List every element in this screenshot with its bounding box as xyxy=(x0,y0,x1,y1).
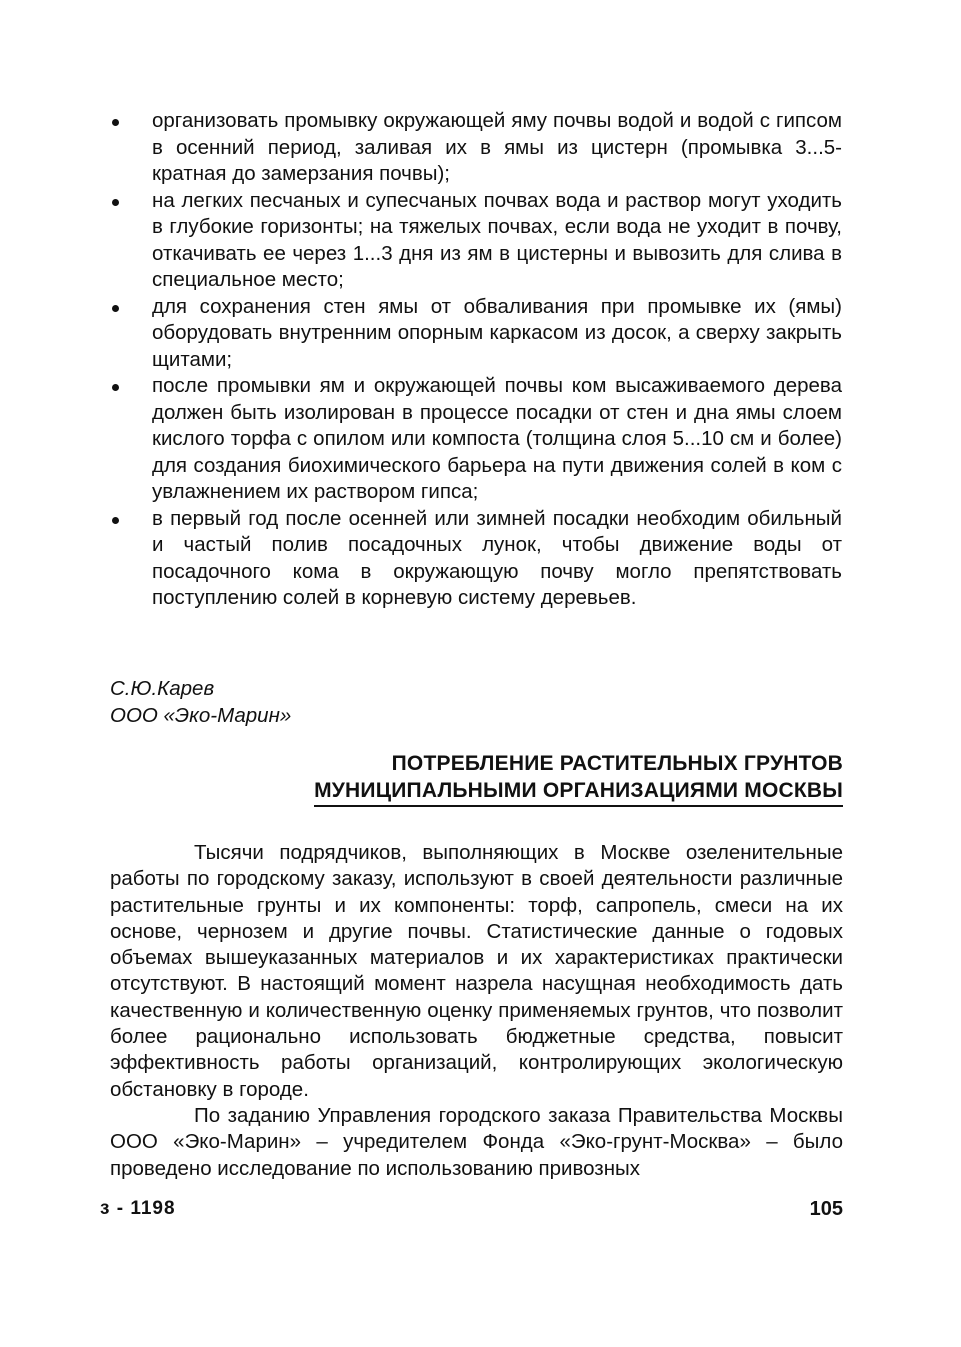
article-body xyxy=(110,840,843,1182)
list-item-text: организовать промывку окружающей яму почвы водой и водой с гипсом в осенний период, заливая их в ямы из цистерн (промывка 3...5-кратная до замерзания почвы); xyxy=(152,109,842,185)
paragraph: Тысячи подрядчиков, выполняющих в Москве озеленительные работы по городскому заказу, используют в своей деятельности различные растительные грунты и их компоненты: торф, сапропель, смеси на их основе, чернозем и другие почвы. Статистические данные о годовых объемах вышеуказанных материалов и их характеристиках практически отсутствуют. В настоящий момент назрела насущная необходимость дать качественную и количественную оценку применяемых грунтов, что позволит более рационально использовать бюджетные средства, повысит эффективность работы организаций, контролирующих экологическую обстановку в городе. xyxy=(110,841,843,1101)
list-item xyxy=(110,294,842,374)
list-item xyxy=(110,373,842,506)
bullet-icon xyxy=(112,199,119,206)
list-item xyxy=(110,108,842,188)
list-item-text: в первый год после осенней или зимней посадки необходим обильный и частый полив посадочных лунок, чтобы движение воды от посадочного кома в окружающую почву могло препятствовать поступлению солей в корневую систему деревьев. xyxy=(152,506,842,609)
bullet-icon xyxy=(112,384,119,391)
article-title xyxy=(314,750,843,807)
article-title-line-2: МУНИЦИПАЛЬНЫМИ ОРГАНИЗАЦИЯМИ МОСКВЫ xyxy=(314,777,843,807)
bullet-icon xyxy=(112,305,119,312)
list-item xyxy=(110,188,842,294)
bullet-icon xyxy=(112,119,119,126)
bullet-icon xyxy=(112,517,119,524)
list-item-text: для сохранения стен ямы от обваливания при промывке их (ямы) оборудовать внутренним опорным каркасом из досок, а сверху закрыть щитами; xyxy=(152,294,842,371)
article-title-line-1: ПОТРЕБЛЕНИЕ РАСТИТЕЛЬНЫХ ГРУНТОВ xyxy=(391,752,843,775)
author-name: С.Ю.Карев xyxy=(110,677,215,700)
print-code: з - 1198 xyxy=(100,1198,176,1219)
list-item-text: на легких песчаных и супесчаных почвах вода и раствор могут уходить в глубокие горизонты; на тяжелых почвах, если вода не уходит в почву, откачивать ее через 1...3 дня из ям в цистерны и вывозить для слива в специальное место; xyxy=(152,188,842,291)
list-item-text: после промывки ям и окружающей почвы ком высаживаемого дерева должен быть изолирован в процессе посадки от стен и дна ямы слоем кислого торфа с опилом или компоста (толщина слоя 5...10 см и более) для создания биохимического барьера на пути движения солей в ком с увлажнением их раствором гипса; xyxy=(152,374,842,503)
author-block xyxy=(110,675,291,729)
author-organization: ООО «Эко-Марин» xyxy=(110,704,292,727)
paragraph: По заданию Управления городского заказа Правительства Москвы ООО «Эко-Марин» – учредителем Фонда «Эко-грунт-Москва» – было проведено исследование по использованию привозных xyxy=(110,1103,843,1180)
recommendation-list xyxy=(110,108,842,612)
list-item xyxy=(110,506,842,612)
page-number: 105 xyxy=(809,1198,843,1220)
